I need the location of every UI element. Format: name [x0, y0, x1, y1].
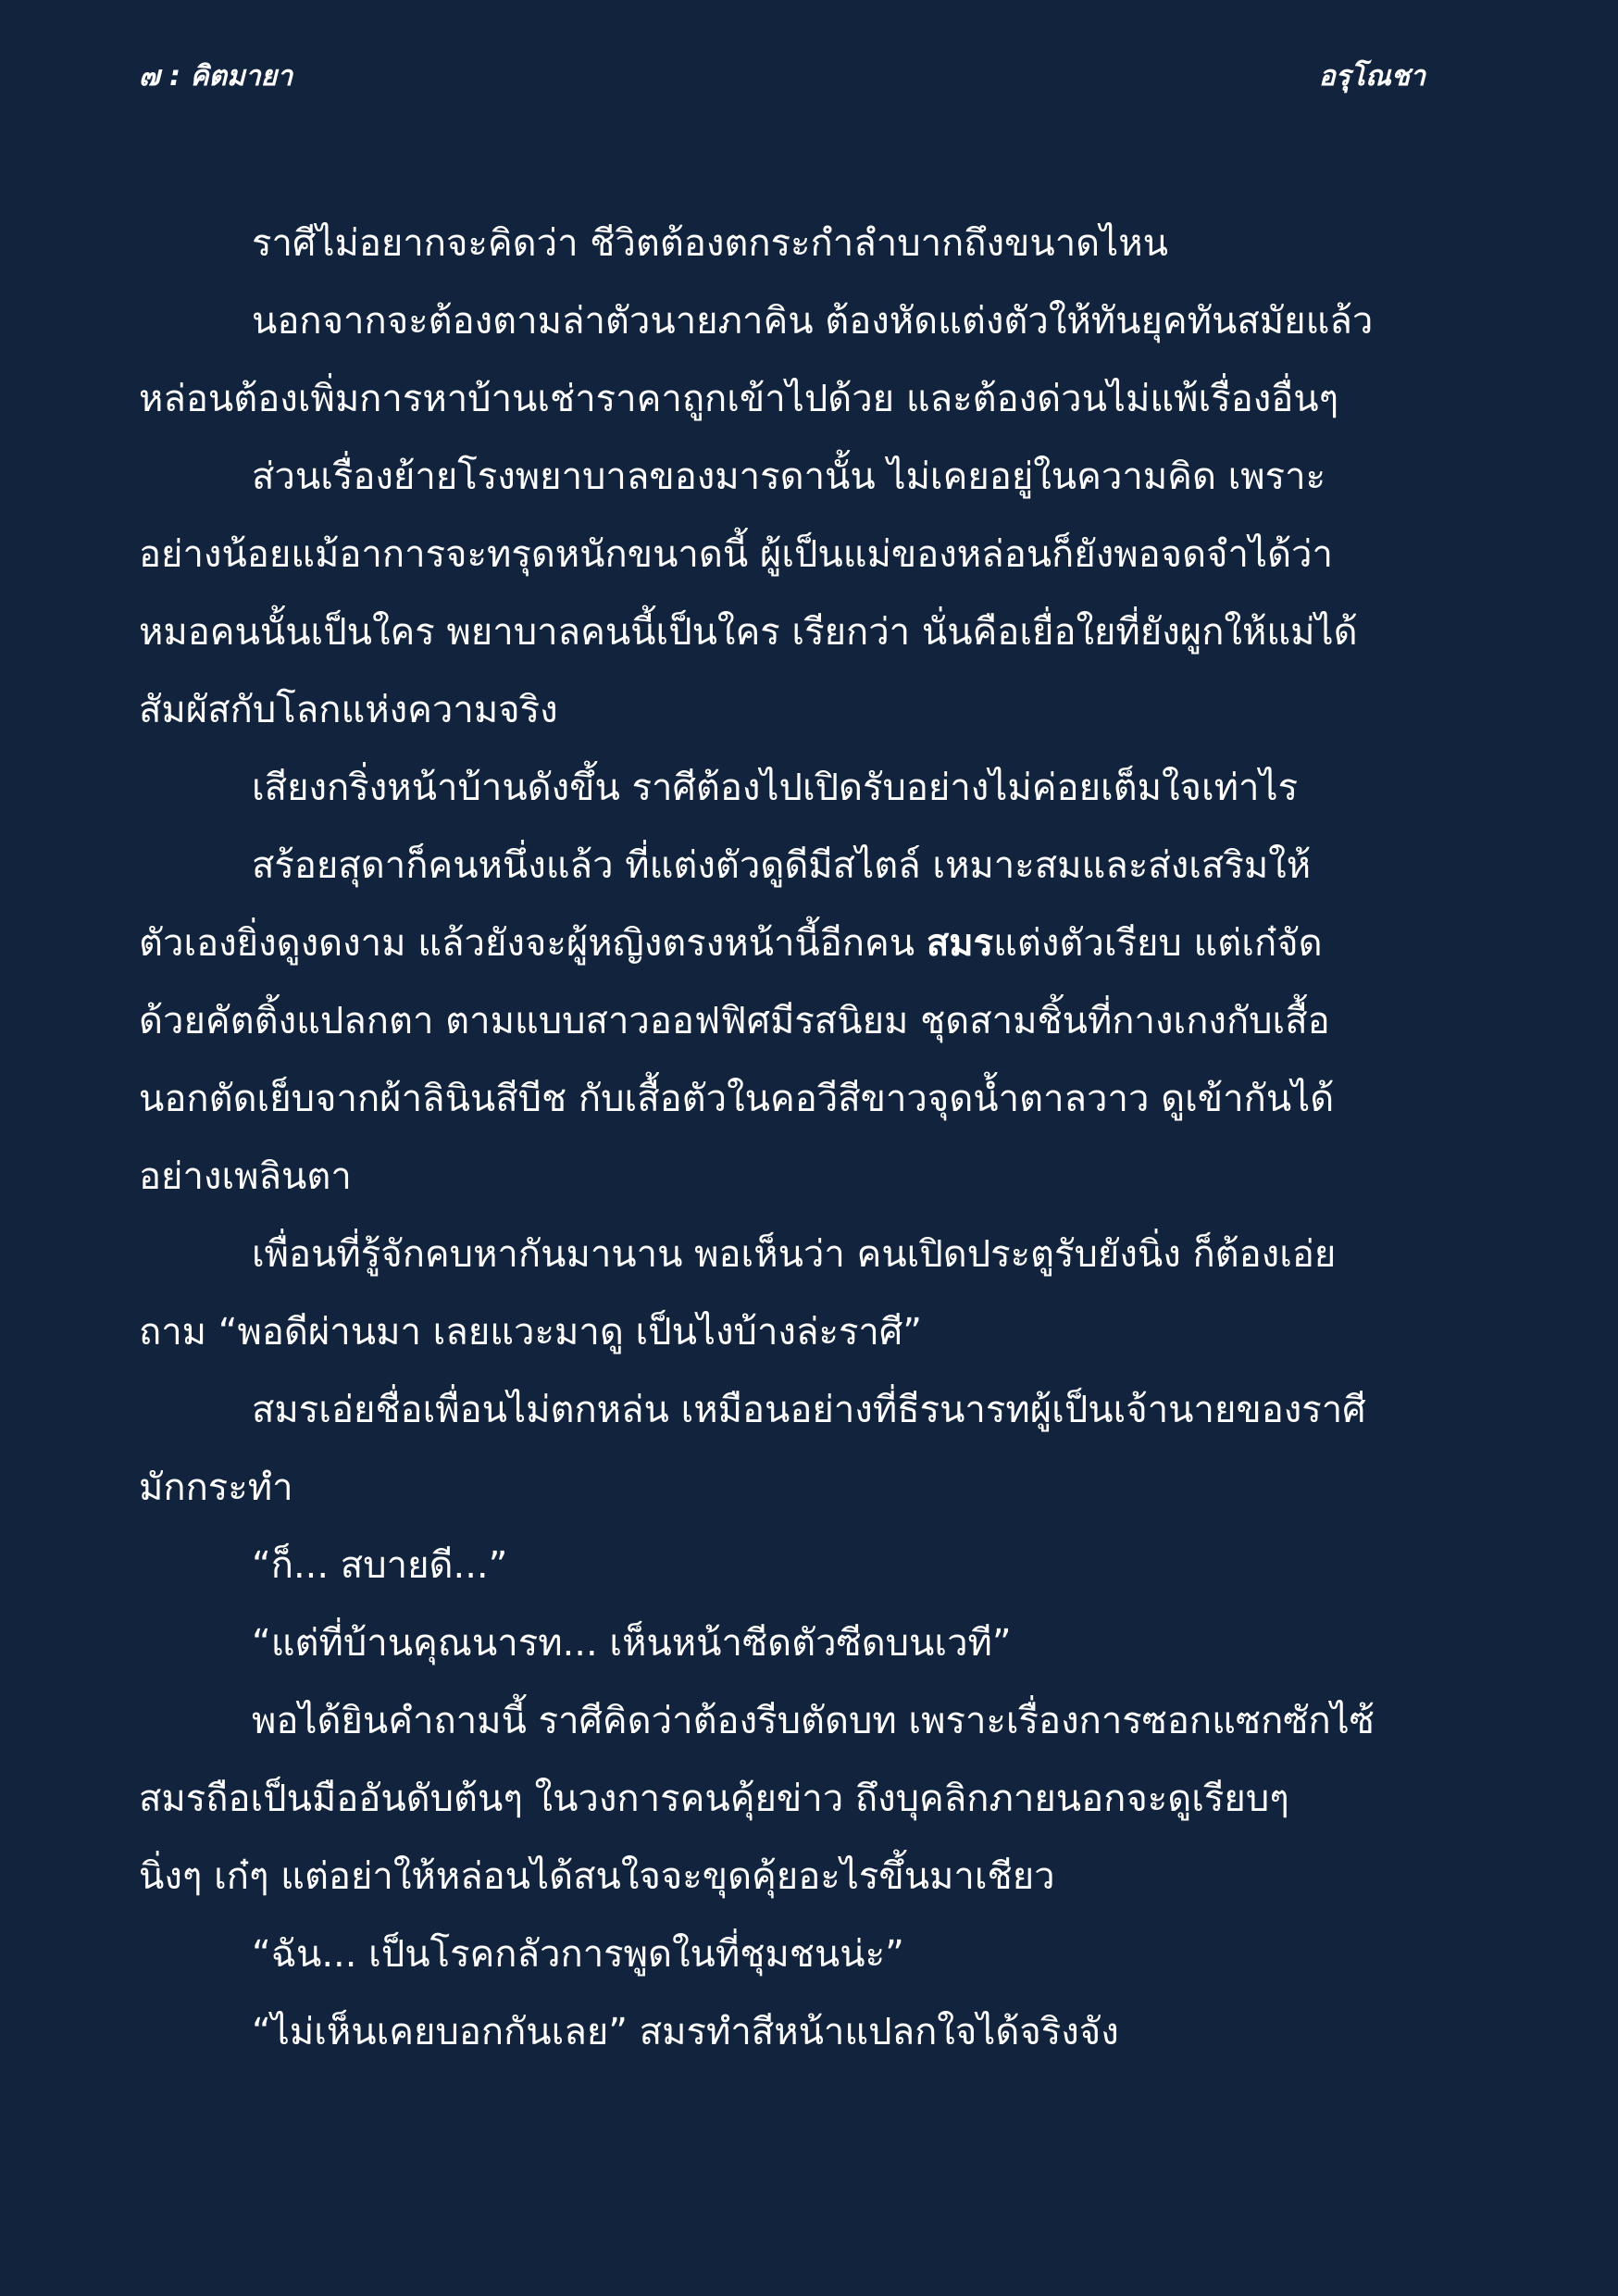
body-text [139, 205, 1472, 2071]
dialogue-line: “ฉัน... เป็นโรคกลัวการพูดในที่ชุมชนน่ะ” [252, 1933, 904, 1976]
paragraph-line: สร้อยสุดาก็คนหนึ่งแล้ว ที่แต่งตัวดูดีมีสไตล์ เหมาะสมและส่งเสริมให้ [252, 844, 1312, 887]
paragraph-line: ราศีไม่อยากจะคิดว่า ชีวิตต้องตกระกำลำบากถึงขนาดไหน [252, 222, 1168, 265]
author-name: อรุโณชา [1318, 60, 1425, 93]
paragraph-line: นิ่งๆ เก๋ๆ แต่อย่าให้หล่อนได้สนใจจะขุดคุ้ยอะไรขึ้นมาเชียว [139, 1855, 1055, 1898]
paragraph-line: นอกจากจะต้องตามล่าตัวนายภาคิน ต้องหัดแต่งตัวให้ทันยุคทันสมัยแล้ว [252, 300, 1374, 343]
paragraph-line: อย่างเพลินตา [139, 1155, 352, 1198]
paragraph-line: มักกระทำ [139, 1466, 293, 1509]
paragraph-line: สมรเอ่ยชื่อเพื่อนไม่ตกหล่น เหมือนอย่างที่ธีรนารทผู้เป็นเจ้านายของราศี [252, 1389, 1366, 1431]
paragraph-line: เพื่อนที่รู้จักคบหากันมานาน พอเห็นว่า คนเปิดประตูรับยังนิ่ง ก็ต้องเอ่ย [252, 1233, 1337, 1276]
character-name-bold: สมร [926, 922, 994, 965]
dialogue-line: “แต่ที่บ้านคุณนารท... เห็นหน้าซีดตัวซีดบนเวที” [252, 1622, 1012, 1665]
paragraph-line: สมรถือเป็นมืออันดับต้นๆ ในวงการคนคุ้ยข่าว ถึงบุคลิกภายนอกจะดูเรียบๆ [139, 1778, 1289, 1820]
dialogue-line: “ไม่เห็นเคยบอกกันเลย” สมรทำสีหน้าแปลกใจได้จริงจัง [252, 2011, 1119, 2053]
paragraph-line: พอได้ยินคำถามนี้ ราศีคิดว่าต้องรีบตัดบท เพราะเรื่องการซอกแซกซักไซ้ [252, 1700, 1375, 1742]
paragraph-line: สัมผัสกับโลกแห่งความจริง [139, 689, 558, 731]
paragraph-line: หล่อนต้องเพิ่มการหาบ้านเช่าราคาถูกเข้าไปด้วย และต้องด่วนไม่แพ้เรื่องอื่นๆ [139, 378, 1339, 420]
paragraph-line: เสียงกริ่งหน้าบ้านดังขึ้น ราศีต้องไปเปิดรับอย่างไม่ค่อยเต็มใจเท่าไร [252, 767, 1299, 809]
paragraph-line: หมอคนนั้นเป็นใคร พยาบาลคนนี้เป็นใคร เรียกว่า นั่นคือเยื่อใยที่ยังผูกให้แม่ได้ [139, 611, 1358, 654]
paragraph-line: นอกตัดเย็บจากผ้าลินินสีบีช กับเสื้อตัวในคอวีสีขาวจุดน้ำตาลวาว ดูเข้ากันได้ [139, 1078, 1335, 1120]
paragraph-line: ด้วยคัตติ้งแปลกตา ตามแบบสาวออฟฟิศมีรสนิยม ชุดสามชิ้นที่กางเกงกับเสื้อ [139, 1000, 1330, 1042]
paragraph-line [139, 905, 1472, 982]
paragraph-line: ส่วนเรื่องย้ายโรงพยาบาลของมารดานั้น ไม่เคยอยู่ในความคิด เพราะ [252, 455, 1326, 498]
text-run: แต่งตัวเรียบ แต่เก๋จัด [993, 922, 1323, 965]
text-run: ตัวเองยิ่งดูงดงาม แล้วยังจะผู้หญิงตรงหน้านี้อีกคน [139, 922, 927, 965]
paragraph-line: อย่างน้อยแม้อาการจะทรุดหนักขนาดนี้ ผู้เป็นแม่ของหล่อนก็ยังพอจดจำได้ว่า [139, 533, 1333, 576]
running-header [139, 57, 1425, 102]
paragraph-line: ถาม “พอดีผ่านมา เลยแวะมาดู เป็นไงบ้างล่ะราศี” [139, 1311, 922, 1354]
dialogue-line: “ก็... สบายดี...” [252, 1544, 508, 1587]
chapter-title: ๗ : คิตมายา [139, 60, 293, 93]
